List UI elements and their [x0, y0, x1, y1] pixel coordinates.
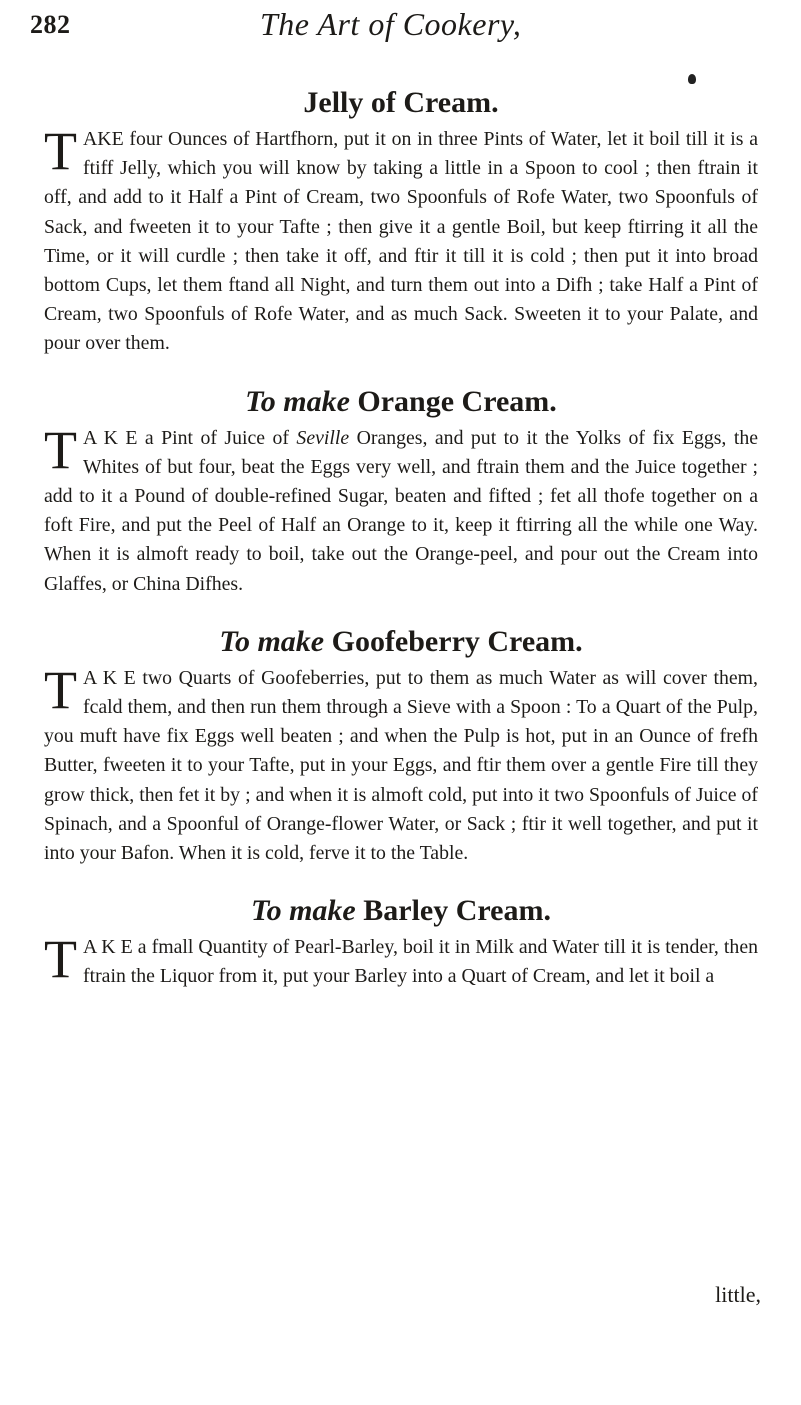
recipe-title-text: Barley Cream. — [363, 894, 551, 928]
recipe-orange-cream — [44, 383, 758, 599]
recipe-title-lead: To make — [251, 894, 356, 928]
drop-cap: T — [44, 121, 77, 181]
recipe-text-italic: Seville — [296, 426, 350, 449]
recipe-text: A K E a fmall Quantity of Pearl-Barley, boil it in Milk and Water till it is tender, then ftrain the Liquor from it, put your Barley into a Quart of Cream, and let it boil a — [83, 936, 758, 988]
catchword: little, — [715, 1282, 761, 1307]
recipe-text-part-1: A K E a Pint of Juice of — [83, 426, 297, 449]
recipe-title-lead: To make — [219, 624, 325, 658]
recipe-text: A K E two Quarts of Goofeberries, put to them as much Water as will cover them, fcald them, and then run them through a Sieve with a Spoon : To a Quart of the Pulp, you muft have fix Eggs well beaten ; and when the Pulp is hot, put in an Ounce of frefh Butter, fweeten it to your Tafte, put in your Eggs, and ftir them over a gentle Fire till they grow thick, then fet it by ; and when it is almoft cold, put into it two Spoonfuls of Juice of Spinach, and a Spoonful of Orange-flower Water, or Sack ; ftir it well together, and put it into your Bafon. When it is cold, ferve it to the Table. — [44, 666, 758, 865]
ink-mark-ornament — [688, 74, 696, 84]
recipe-jelly-of-cream — [44, 84, 758, 359]
page-header — [30, 6, 761, 50]
recipe-body — [44, 659, 758, 868]
drop-cap: T — [44, 929, 77, 990]
recipe-text: AKE four Ounces of Hartfhorn, put it on in three Pints of Water, let it boil till it is a ftiff Jelly, which you will know by taking a little in a Spoon to cool ; then ftrain it off, and add to it Half a Pint of Cream, two Spoonfuls of Rofe Water, two Spoonfuls of Sack, and fweeten it to your Tafte ; then give it a gentle Boil, but keep ftirring it all the Time, or it will curdle ; then take it off, and ftir it till it is cold ; then put it into broad bottom Cups, let them ftand all Night, and turn them out into a Difh ; take Half a Pint of Cream, two Spoonfuls of Rofe Water, and as much Sack. Sweeten it to your Palate, and pour over them. — [44, 128, 758, 355]
recipe-title — [44, 84, 758, 122]
page-number: 282 — [30, 10, 71, 39]
drop-cap: T — [44, 419, 77, 480]
recipe-body — [44, 929, 758, 991]
recipe-goofeberry-cream — [44, 623, 758, 868]
running-head: The Art of Cookery, — [260, 6, 522, 42]
recipe-body — [44, 419, 758, 599]
recipe-text-part-2: Oranges, and put to it the Yolks of fix Eggs, the Whites of but four, beat the Eggs very well, and ftrain them and the Juice together ; add to it a Pound of double-refined Sugar, beaten and fifted ; fet all thofe together on a foft Fire, and put the Peel of Half an Orange to it, keep it ftirring all the while one Way. When it is almoft ready to boil, take out the Orange-peel, and pour out the Cream into Glaffes, or China Difhes. — [44, 426, 758, 595]
page-content — [44, 84, 758, 992]
recipe-title — [44, 383, 758, 421]
recipe-title-text: Jelly of Cream. — [303, 86, 499, 119]
recipe-title-text: Orange Cream. — [357, 384, 557, 418]
recipe-body — [44, 121, 758, 359]
recipe-title — [44, 623, 758, 661]
drop-cap: T — [44, 659, 77, 720]
recipe-title-text: Goofeberry Cream. — [331, 624, 583, 658]
recipe-barley-cream — [44, 892, 758, 991]
recipe-title — [44, 892, 758, 930]
recipe-title-lead: To make — [245, 384, 350, 418]
